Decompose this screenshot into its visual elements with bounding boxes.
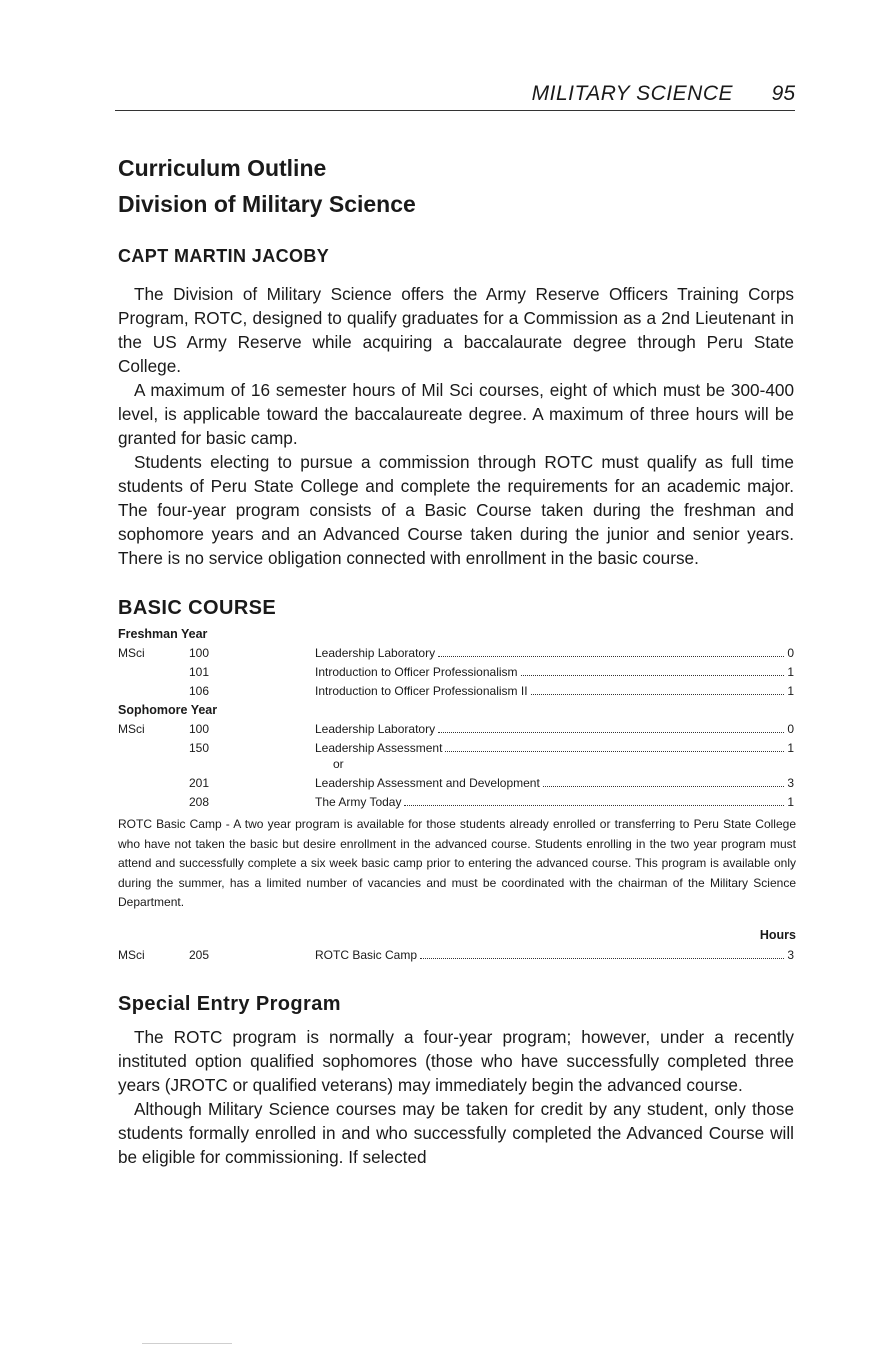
course-hours: 1: [787, 665, 794, 679]
course-hours: 1: [787, 795, 794, 809]
special-entry-paragraph: Although Military Science courses may be taken for credit by any student, only those students formally enrolled in and who successfully completed the Advanced Course will be eligible for commissioning. If selected: [118, 1099, 794, 1167]
course-hours: 3: [787, 776, 794, 790]
hours-column-header: Hours: [759, 928, 796, 942]
course-row: [118, 948, 794, 967]
course-hours: 0: [787, 646, 794, 660]
basic-camp-note: ROTC Basic Camp - A two year program is available for those students already enrolled or transferring to Peru State College who have not taken the basic but desire enrollment in the advanced course. Students enrolling in the two year program must attend and successfully complete a six week basic camp prior to entering the advanced course. This program is available only during the summer, has a limited number of vacancies and must be coordinated with the chairman of the Military Science Department.: [118, 817, 796, 909]
special-entry-paragraph: The ROTC program is normally a four-year program; however, under a recently instituted option qualified sophomores (those who have successfully completed three years (JROTC or qualified veterans) may immediately begin the advanced course.: [118, 1027, 794, 1095]
division-director: CAPT MARTIN JACOBY: [118, 246, 330, 266]
intro-text: [118, 282, 794, 570]
course-row: [118, 646, 794, 665]
course-hours: 3: [787, 948, 794, 962]
course-dept: MSci: [118, 948, 145, 962]
course-name: Introduction to Officer Professionalism: [315, 665, 518, 679]
running-header-section: MILITARY SCIENCE: [531, 82, 733, 105]
page-title: Curriculum Outline: [118, 155, 327, 181]
course-hours: 1: [787, 741, 794, 755]
course-name: The Army Today: [315, 795, 402, 809]
page-subtitle: Division of Military Science: [118, 191, 416, 217]
freshman-year-label: Freshman Year: [118, 627, 208, 641]
group-label-row: [118, 703, 794, 722]
course-number: 201: [189, 776, 210, 790]
course-number: 205: [189, 948, 210, 962]
course-row: [118, 684, 794, 703]
page-number: 95: [771, 82, 795, 105]
footer-rule: [142, 1343, 232, 1344]
intro-paragraph: The Division of Military Science offers the Army Reserve Officers Training Corps Program, ROTC, designed to qualify graduates for a Commission as a 2nd Lieutenant in the US Army Reserve while acquiring a baccalaurate degree through Peru State College.: [118, 284, 794, 376]
intro-paragraph: A maximum of 16 semester hours of Mil Sci courses, eight of which must be 300-400 level, is applicable toward the baccalaureate degree. A maximum of three hours will be granted for basic camp.: [118, 380, 794, 448]
course-name: Leadership Laboratory: [315, 646, 436, 660]
basic-camp-course: [118, 948, 794, 967]
course-number: 100: [189, 722, 210, 736]
basic-course-table: [118, 627, 794, 814]
sophomore-year-label: Sophomore Year: [118, 703, 218, 717]
basic-course-heading: BASIC COURSE: [118, 597, 277, 619]
course-name: ROTC Basic Camp: [315, 948, 418, 962]
course-number: 150: [189, 741, 210, 755]
special-entry-heading: Special Entry Program: [118, 993, 341, 1015]
course-row: [118, 741, 794, 760]
running-header: [115, 80, 795, 111]
course-dept: MSci: [118, 646, 145, 660]
course-number: 100: [189, 646, 210, 660]
course-name: Leadership Assessment and Development: [315, 776, 540, 790]
or-row: [118, 757, 794, 776]
course-row: [118, 776, 794, 795]
course-number: 101: [189, 665, 210, 679]
special-entry-text: [118, 1025, 794, 1169]
course-number: 208: [189, 795, 210, 809]
course-name: Introduction to Officer Professionalism II: [315, 684, 528, 698]
course-hours: 1: [787, 684, 794, 698]
course-row: [118, 722, 794, 741]
course-row: [118, 665, 794, 684]
course-hours: 0: [787, 722, 794, 736]
course-name: Leadership Assessment: [315, 741, 443, 755]
course-dept: MSci: [118, 722, 145, 736]
group-label-row: [118, 627, 794, 646]
course-row: [118, 795, 794, 814]
intro-paragraph: Students electing to pursue a commission through ROTC must qualify as full time students of Peru State College and complete the requirements for an academic major. The four-year program consists of a Basic Course taken during the freshman and sophomore years and an Advanced Course taken during the junior and senior years. There is no service obligation connected with enrollment in the basic course.: [118, 452, 794, 568]
or-connector: or: [333, 757, 344, 771]
course-name: Leadership Laboratory: [315, 722, 436, 736]
course-number: 106: [189, 684, 210, 698]
